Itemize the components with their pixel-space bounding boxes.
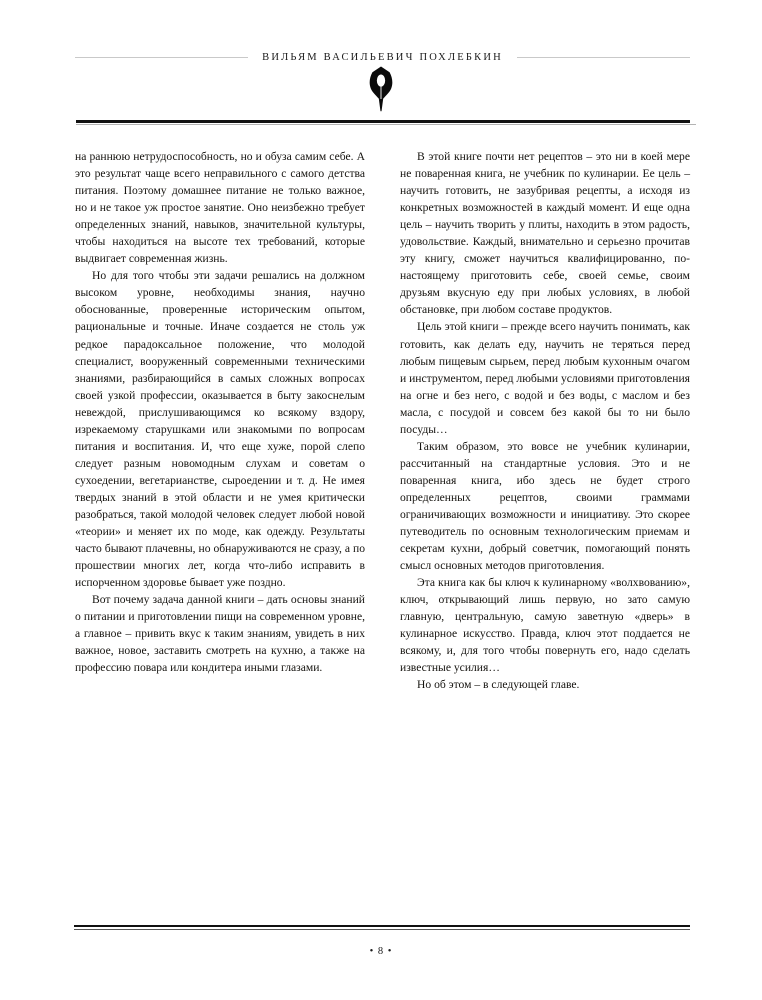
page-number: • 8 • [369, 946, 393, 957]
column-right [400, 148, 690, 694]
running-head-rule-left [75, 57, 248, 58]
running-head-title: ВИЛЬЯМ ВАСИЛЬЕВИЧ ПОХЛЕБКИН [262, 51, 503, 63]
masthead-rule [76, 120, 690, 123]
paragraph: Эта книга как бы ключ к кулинарному «волхвованию», ключ, открывающий лишь первую, но зато самую главную, центральную, самую заветную «дверь» в кулинарное искусство. Правда, ключ этот поддается не всякому, и, для того чтобы повернуть его, надо сделать известные усилия… [400, 576, 690, 675]
paragraph: Но для того чтобы эти задачи решались на должном высоком уровне, необходимы знания, научно обоснованные, проверенные историческим опытом, рациональные и точные. Иначе создается не столь уж редкое парадоксальное положение, что молодой специалист, вооруженный современными техническими знаниями, разбирающийся в самых сложных вопросах своей узкой профессии, оказывается в быту закоснелым невеждой, прислушивающимся ко всякому вздору, изрекаемому старушками или знакомыми по вопросам питания и воспитания. И, что еще хуже, порой слепо следует разным новомодным слухам и советам о сухоедении, вегетарианстве, сыроедении и т. д. Не имея твердых знаний в этой области и не умея критически разобраться, такой молодой человек следует любой новой «теории» и меняет их по моде, как одежду. Результаты часто бывают плачевны, но обнаруживаются не сразу, а по прошествии многих лет, когда что-либо исправить в испорченном здоровье бывает уже поздно. [75, 269, 365, 590]
paragraph: Цель этой книги – прежде всего научить понимать, как готовить, как делать еду, научить не теряться перед любым пищевым сырьем, перед любым кухонным очагом и инструментом, перед любыми условиями приготовления на огне и без него, с водой и без воды, с маслом и без масла, с посудой и совсем без какой бы то ни было посуды… [400, 320, 690, 436]
ornament [0, 66, 762, 112]
paragraph: В этой книге почти нет рецептов – это ни в коей мере не поваренная книга, не учебник по кулинарии. Ее цель – научить готовить, не зазубривая рецепты, а исходя из конкретных возможностей в каждый момент. И еще одна цель – научить творить у плиты, находить в этом радость, удовольствие. Каждый, внимательно и серьезно прочитав эту книгу, сможет научиться квалифицированно, по-настоящему приготовить себе, своей семье, своим друзьям вкусную еду при любых условиях, в любой обстановке, при любом составе продуктов. [400, 150, 690, 317]
footer-rule-secondary [74, 929, 690, 930]
paragraph: Таким образом, это вовсе не учебник кулинарии, рассчитанный на стандартные условия. Это и не поваренная книга, ибо здесь не будет строго определенных рецептов, своими граммами ограничивающих возможности и инициативу. Это скорее путеводитель по основным технологическим приемам и секретам кухни, добрый советчик, помогающий понять смысл основных методов приготовления. [400, 439, 690, 573]
body-columns [75, 148, 690, 694]
paragraph: Но об этом – в следующей главе. [417, 678, 580, 692]
footer-rule-primary [74, 925, 690, 927]
paragraph: на раннюю нетрудоспособность, но и обуза самим себе. А это результат чаще всего неправильного с самого детства питания. Поэтому домашнее питание не только важное, но и не такое уж простое занятие. Оно неизбежно требует определенных знаний, навыков, значительной культуры, чтобы находиться на высоте тех требований, которые выдвигает современная жизнь. [75, 150, 365, 266]
running-head-rule-right [517, 57, 690, 58]
column-left [75, 148, 365, 676]
running-head [75, 48, 690, 66]
paragraph: Вот почему задача данной книги – дать основы знаний о питании и приготовлении пищи на современном уровне, а главное – привить вкус к таким знаниям, увидеть в них важное, новое, заставить смотреть на кухню, а также на профессию повара или кондитера иными глазами. [75, 593, 365, 675]
fountain-pen-nib-icon [368, 66, 394, 112]
masthead-rule-hairline [76, 124, 696, 125]
